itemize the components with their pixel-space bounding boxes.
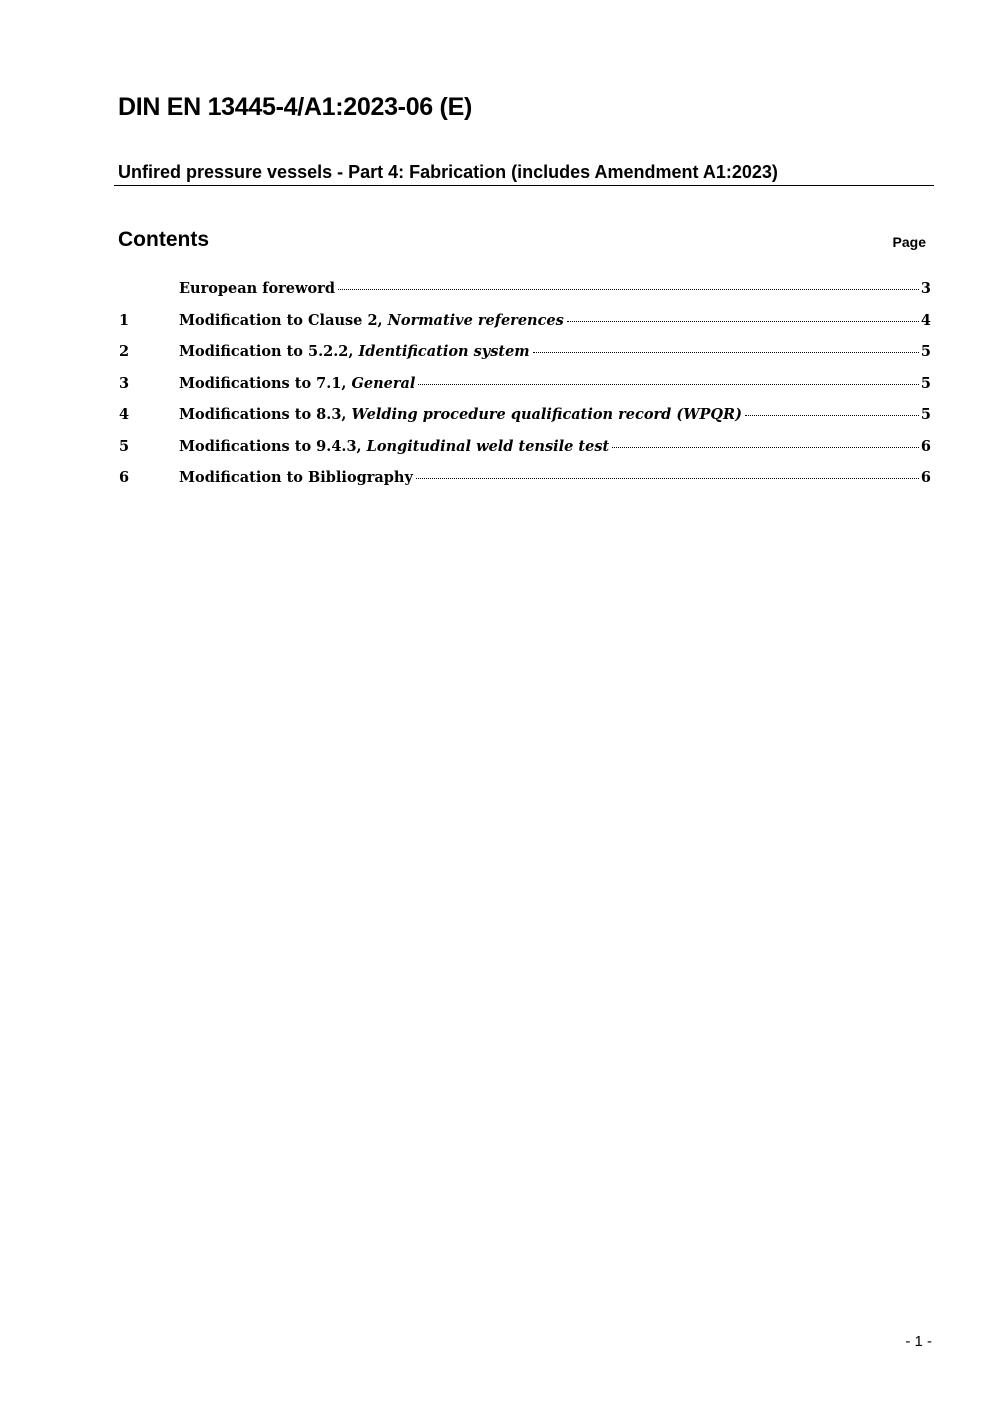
toc-entry-number: 3 (119, 374, 130, 392)
toc-entry-title-italic: Identification system (358, 343, 530, 360)
toc-entry-clause-1[interactable] (119, 312, 931, 344)
toc-entry-number: 4 (119, 406, 130, 423)
toc-entry-page: 5 (920, 374, 931, 392)
toc-entry-title-italic: Welding procedure qualification record (WPQR) (351, 406, 742, 423)
toc-entry-title (179, 469, 413, 486)
toc-entry-number: 2 (119, 343, 130, 360)
toc-entry-title (179, 312, 564, 329)
toc-entry-title-text: Modifications to 9.4.3, (179, 437, 367, 455)
toc-entry-clause-5[interactable] (119, 438, 931, 470)
toc-entry-number: 5 (119, 437, 130, 455)
toc-entry-clause-2[interactable] (119, 343, 931, 375)
toc-entry-title (179, 280, 335, 297)
toc-entry-title (179, 343, 530, 360)
toc-entry-title-text: Modification to Bibliography (179, 469, 413, 486)
toc-entry-title-text: Modification to 5.2.2, (179, 343, 359, 360)
toc-dot-leader (418, 384, 918, 385)
toc-entry-clause-3[interactable] (119, 375, 931, 407)
document-title: DIN EN 13445-4/A1:2023-06 (E) (118, 93, 472, 121)
toc-dot-leader (612, 447, 919, 448)
contents-heading: Contents (118, 228, 209, 251)
toc-entry-clause-6[interactable] (119, 469, 931, 501)
toc-entry-number: 6 (119, 469, 130, 486)
toc-entry-clause-4[interactable] (119, 406, 931, 438)
toc-dot-leader (533, 352, 919, 353)
toc-entry-page: 3 (920, 280, 931, 297)
toc-entry-page: 5 (920, 343, 931, 360)
page-column-label: Page (892, 234, 926, 250)
toc-entry-title-text: Modifications to 7.1, (179, 374, 352, 392)
table-of-contents (119, 280, 931, 501)
toc-entry-page: 6 (920, 437, 931, 455)
toc-dot-leader (416, 478, 919, 479)
toc-entry-title-text: Modifications to 8.3, (179, 406, 352, 423)
document-subtitle: Unfired pressure vessels - Part 4: Fabrication (includes Amendment A1:2023) (118, 162, 778, 182)
toc-dot-leader (338, 289, 919, 290)
toc-entry-title-text: Modification to Clause 2, (179, 311, 388, 329)
page-number: - 1 - (905, 1333, 932, 1350)
toc-entry-title (179, 375, 415, 392)
document-subtitle-block (114, 162, 934, 186)
toc-entry-page: 6 (920, 469, 931, 486)
toc-entry-title-italic: General (351, 374, 416, 392)
toc-entry-number: 1 (119, 311, 130, 329)
toc-dot-leader (567, 321, 919, 322)
toc-entry-title-text: European foreword (179, 280, 335, 297)
toc-entry-title (179, 438, 609, 455)
toc-entry-page: 5 (920, 406, 931, 423)
toc-entry-title-italic: Normative references (387, 311, 564, 329)
toc-dot-leader (745, 415, 919, 416)
toc-entry-title (179, 406, 742, 423)
toc-entry-page: 4 (920, 311, 931, 329)
toc-entry-european-foreword[interactable] (119, 280, 931, 312)
toc-entry-title-italic: Longitudinal weld tensile test (366, 437, 610, 455)
